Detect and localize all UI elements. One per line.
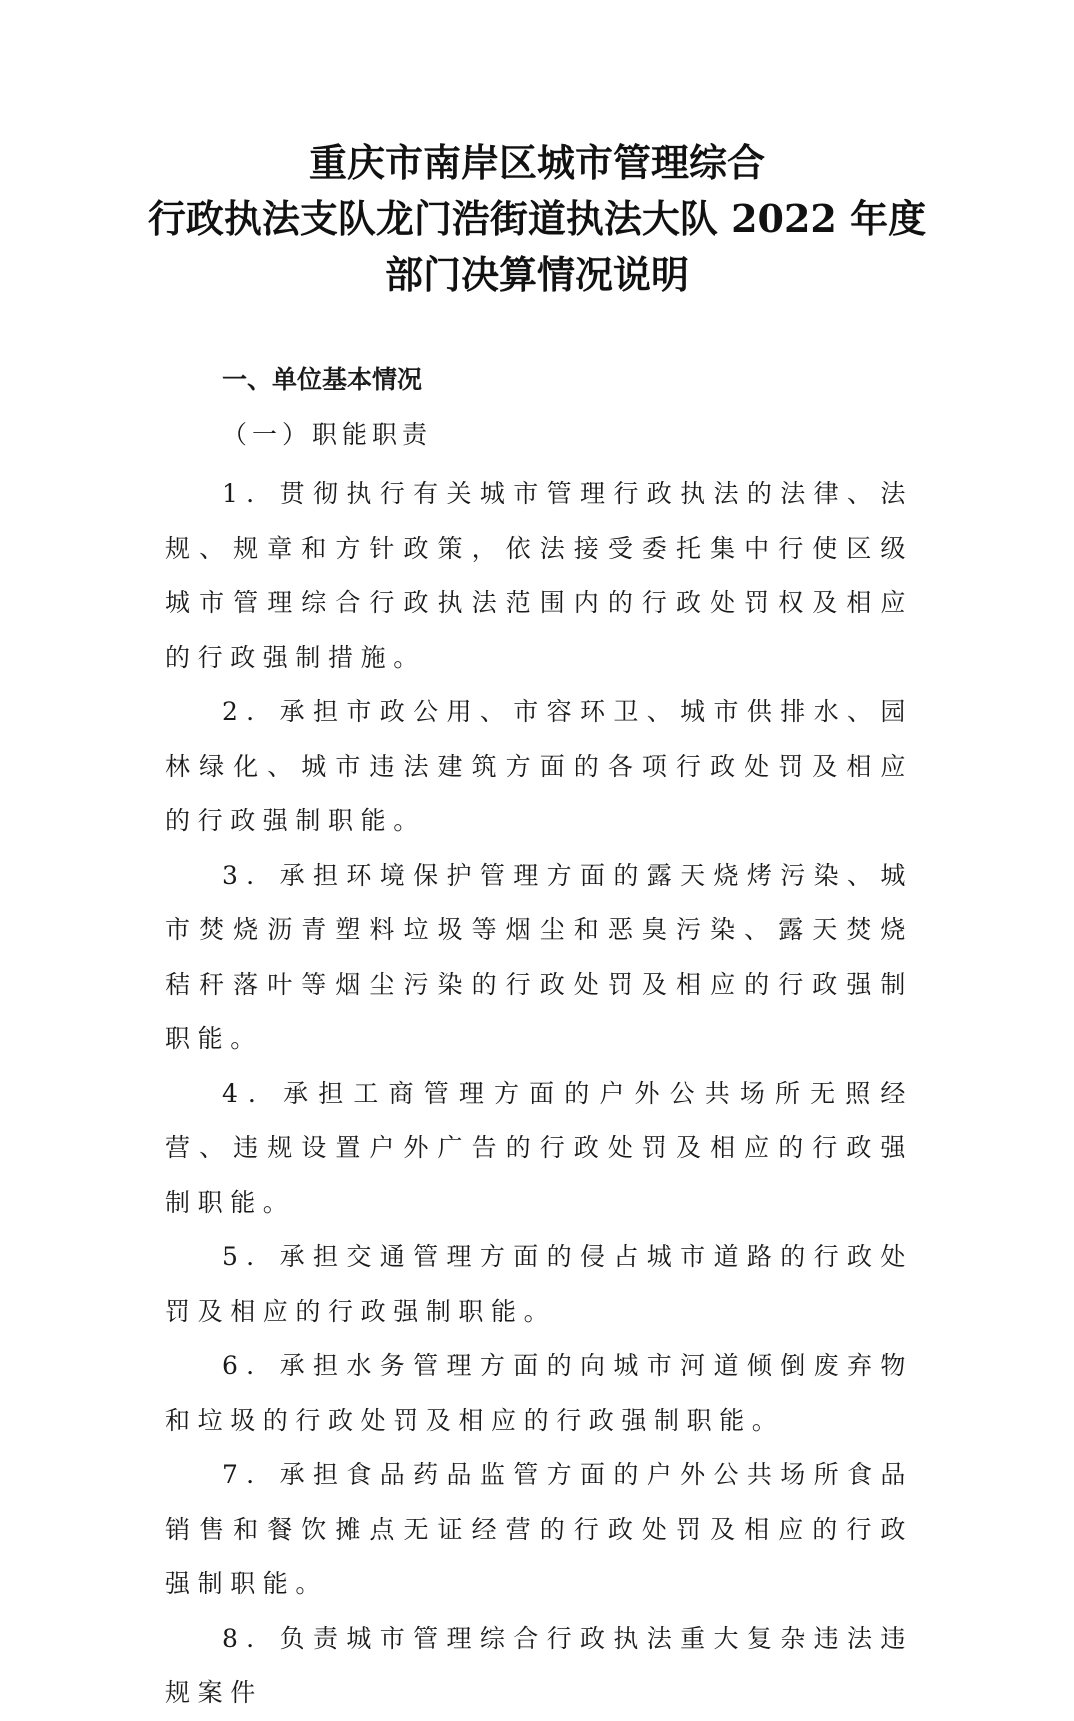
document-title — [0, 135, 1074, 303]
title-line-1: 重庆市南岸区城市管理综合 — [308, 140, 765, 185]
paragraph-2: 2．承担市政公用、市容环卫、城市供排水、园林绿化、城市违法建筑方面的各项行政处罚及相应的行政强制职能。 — [165, 697, 913, 835]
body-text — [165, 467, 913, 1721]
paragraph-1: 1．贯彻执行有关城市管理行政执法的法律、法规、规章和方针政策，依法接受委托集中行使区级城市管理综合行政执法范围内的行政处罚权及相应的行政强制措施。 — [165, 479, 913, 672]
title-line-3: 部门决算情况说明 — [384, 252, 689, 297]
paragraph-6: 6．承担水务管理方面的向城市河道倾倒废弃物和垃圾的行政处罚及相应的行政强制职能。 — [165, 1351, 913, 1435]
paragraph-4: 4．承担工商管理方面的户外公共场所无照经营、违规设置户外广告的行政处罚及相应的行政强制职能。 — [165, 1078, 913, 1217]
title-line-2: 行政执法支队龙门浩街道执法大队 2022 年度 — [147, 196, 927, 241]
paragraph-5: 5．承担交通管理方面的侵占城市道路的行政处罚及相应的行政强制职能。 — [165, 1242, 913, 1326]
paragraph-3: 3．承担环境保护管理方面的露天烧烤污染、城市焚烧沥青塑料垃圾等烟尘和恶臭污染、露天焚烧秸秆落叶等烟尘污染的行政处罚及相应的行政强制职能。 — [165, 860, 913, 1053]
paragraph-7: 7．承担食品药品监管方面的户外公共场所食品销售和餐饮摊点无证经营的行政处罚及相应的行政强制职能。 — [165, 1460, 913, 1598]
subsection-heading: （一）职能职责 — [222, 420, 433, 449]
paragraph-8: 8．负责城市管理综合行政执法重大复杂违法违规案件 — [165, 1623, 913, 1707]
section-heading: 一、单位基本情况 — [222, 365, 423, 394]
